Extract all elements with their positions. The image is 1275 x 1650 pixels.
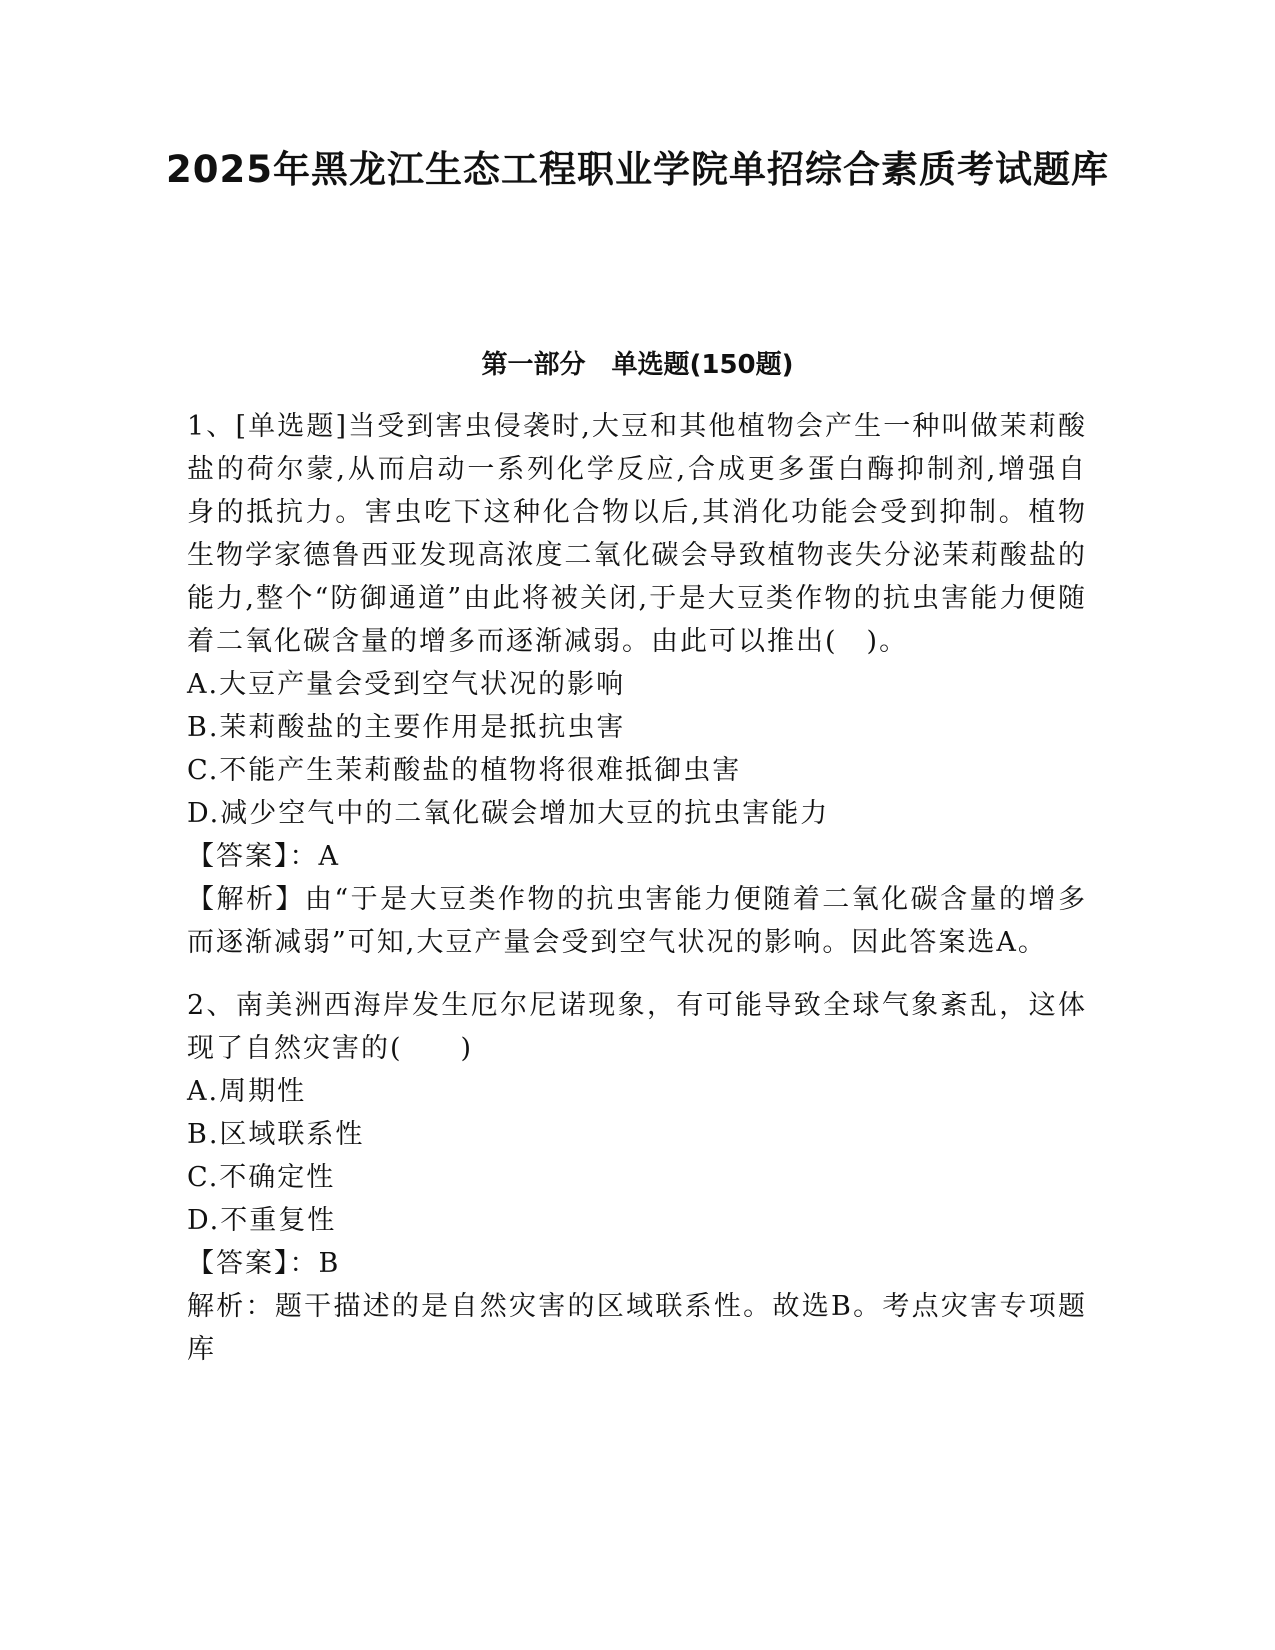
- analysis-text: 【解析】由“于是大豆类作物的抗虫害能力便随着二氧化碳含量的增多而逐渐减弱”可知,大豆产量会受到空气状况的影响。因此答案选A。: [187, 884, 1087, 958]
- option-c: C.不能产生茉莉酸盐的植物将很难抵御虫害: [187, 755, 742, 786]
- option-b: B.区域联系性: [187, 1119, 365, 1150]
- option-d: D.不重复性: [187, 1205, 337, 1236]
- question-stem: 1、[单选题]当受到害虫侵袭时,大豆和其他植物会产生一种叫做茉莉酸盐的荷尔蒙,从而启动一系列化学反应,合成更多蛋白酶抑制剂,增强自身的抵抗力。害虫吃下这种化合物以后,其消化功能会受到抑制。植物生物学家德鲁西亚发现高浓度二氧化碳会导致植物丧失分泌茉莉酸盐的能力,整个“防御通道”由此将被关闭,于是大豆类作物的抗虫害能力便随着二氧化碳含量的增多而逐渐减弱。由此可以推出( )。: [187, 411, 1087, 657]
- option-a: A.大豆产量会受到空气状况的影响: [187, 669, 626, 700]
- option-d: D.减少空气中的二氧化碳会增加大豆的抗虫害能力: [187, 798, 830, 829]
- option-b: B.茉莉酸盐的主要作用是抵抗虫害: [187, 712, 626, 743]
- question-1: [187, 405, 1087, 964]
- section-title: 第一部分 单选题(150题): [481, 350, 794, 380]
- option-a: A.周期性: [187, 1076, 307, 1107]
- option-c: C.不确定性: [187, 1162, 336, 1193]
- question-stem: 2、南美洲西海岸发生厄尔尼诺现象，有可能导致全球气象紊乱，这体现了自然灾害的( ): [187, 990, 1087, 1064]
- document-title: 2025年黑龙江生态工程职业学院单招综合素质考试题库: [166, 148, 1109, 191]
- question-2: [187, 984, 1087, 1371]
- question-list: [187, 405, 1087, 1371]
- answer-line: 【答案】：B: [187, 1248, 341, 1279]
- answer-line: 【答案】：A: [187, 841, 340, 872]
- analysis-text: 解析：题干描述的是自然灾害的区域联系性。故选B。考点灾害专项题库: [187, 1291, 1087, 1365]
